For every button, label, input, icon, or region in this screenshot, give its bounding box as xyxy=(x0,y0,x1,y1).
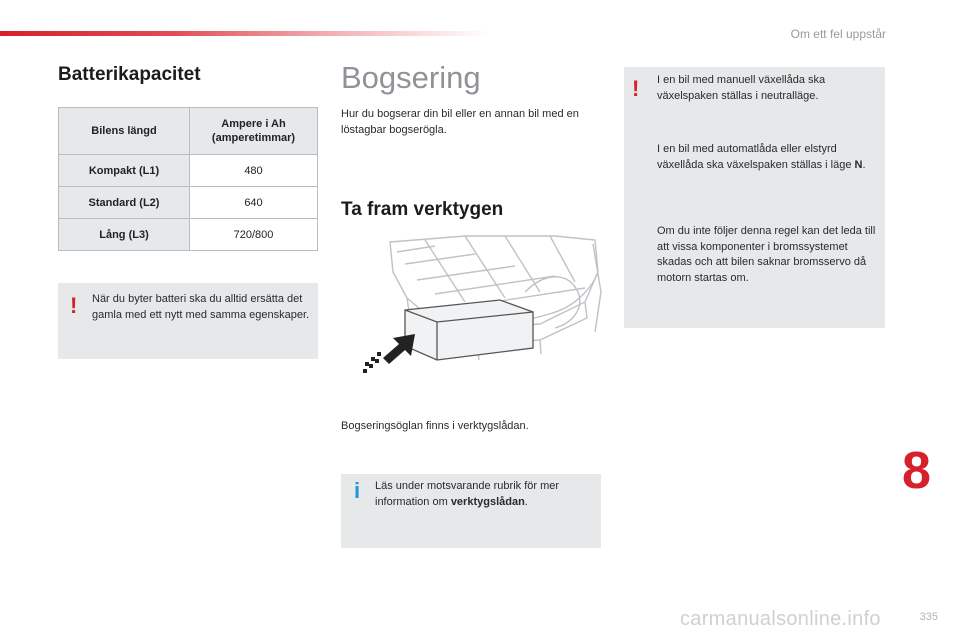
table-header-length: Bilens längd xyxy=(59,108,190,155)
row-label: Kompakt (L1) xyxy=(59,155,190,187)
battery-warning-box xyxy=(58,283,318,359)
towing-title: Bogsering xyxy=(341,60,481,95)
gear-warning-auto-text: I en bil med automatlåda eller elstyrd växellåda ska växelspaken ställas i läge xyxy=(657,143,855,171)
battery-warning-text: När du byter batteri ska du alltid ersätta det gamla med ett nytt med samma egenskaper. xyxy=(92,293,310,321)
gear-position-n: N xyxy=(854,158,863,171)
header-accent-bar xyxy=(0,31,490,36)
info-text-end: . xyxy=(524,495,528,508)
warning-icon: ! xyxy=(632,76,640,101)
watermark: carmanualsonline.info xyxy=(680,608,881,630)
page-number: 335 xyxy=(919,611,938,623)
section-label: Om ett fel uppstår xyxy=(790,27,886,41)
toolbox-caption: Bogseringsöglan finns i verktygslådan. xyxy=(341,420,529,432)
toolbox-under-seat-illustration xyxy=(355,232,605,392)
row-value: 640 xyxy=(190,187,318,219)
table-row xyxy=(59,187,318,219)
tools-title: Ta fram verktygen xyxy=(341,199,504,220)
gear-warning-box xyxy=(624,67,885,328)
row-value: 720/800 xyxy=(190,219,318,251)
row-value: 480 xyxy=(190,155,318,187)
gear-warning-auto-end: . xyxy=(862,158,866,171)
battery-title: Batterikapacitet xyxy=(58,64,201,85)
info-box xyxy=(341,474,601,548)
info-text-bold: verktygslådan xyxy=(450,495,525,508)
gear-warning-consequence: Om du inte följer denna regel kan det leda till att vissa komponenter i bromssystemet skadas och att bilen saknar bromsservo då motorn startas om. xyxy=(657,225,876,284)
battery-capacity-table xyxy=(58,107,318,251)
chapter-number: 8 xyxy=(902,442,931,500)
gear-warning-automatic xyxy=(657,142,881,173)
row-label: Standard (L2) xyxy=(59,187,190,219)
warning-icon: ! xyxy=(70,293,78,318)
table-row xyxy=(59,155,318,187)
info-icon: i xyxy=(354,478,361,503)
towing-intro: Hur du bogserar din bil eller en annan bil med en löstagbar bogserögla. xyxy=(341,108,579,136)
gear-warning-manual: I en bil med manuell växellåda ska växelspaken ställas i neutralläge. xyxy=(657,74,826,102)
info-text xyxy=(375,479,589,510)
row-label: Lång (L3) xyxy=(59,219,190,251)
table-header-ampere: Ampere i Ah (amperetimmar) xyxy=(190,108,318,155)
table-header-row xyxy=(59,108,318,155)
table-row xyxy=(59,219,318,251)
info-text-main: Läs under motsvarande rubrik för mer information om xyxy=(375,480,560,508)
